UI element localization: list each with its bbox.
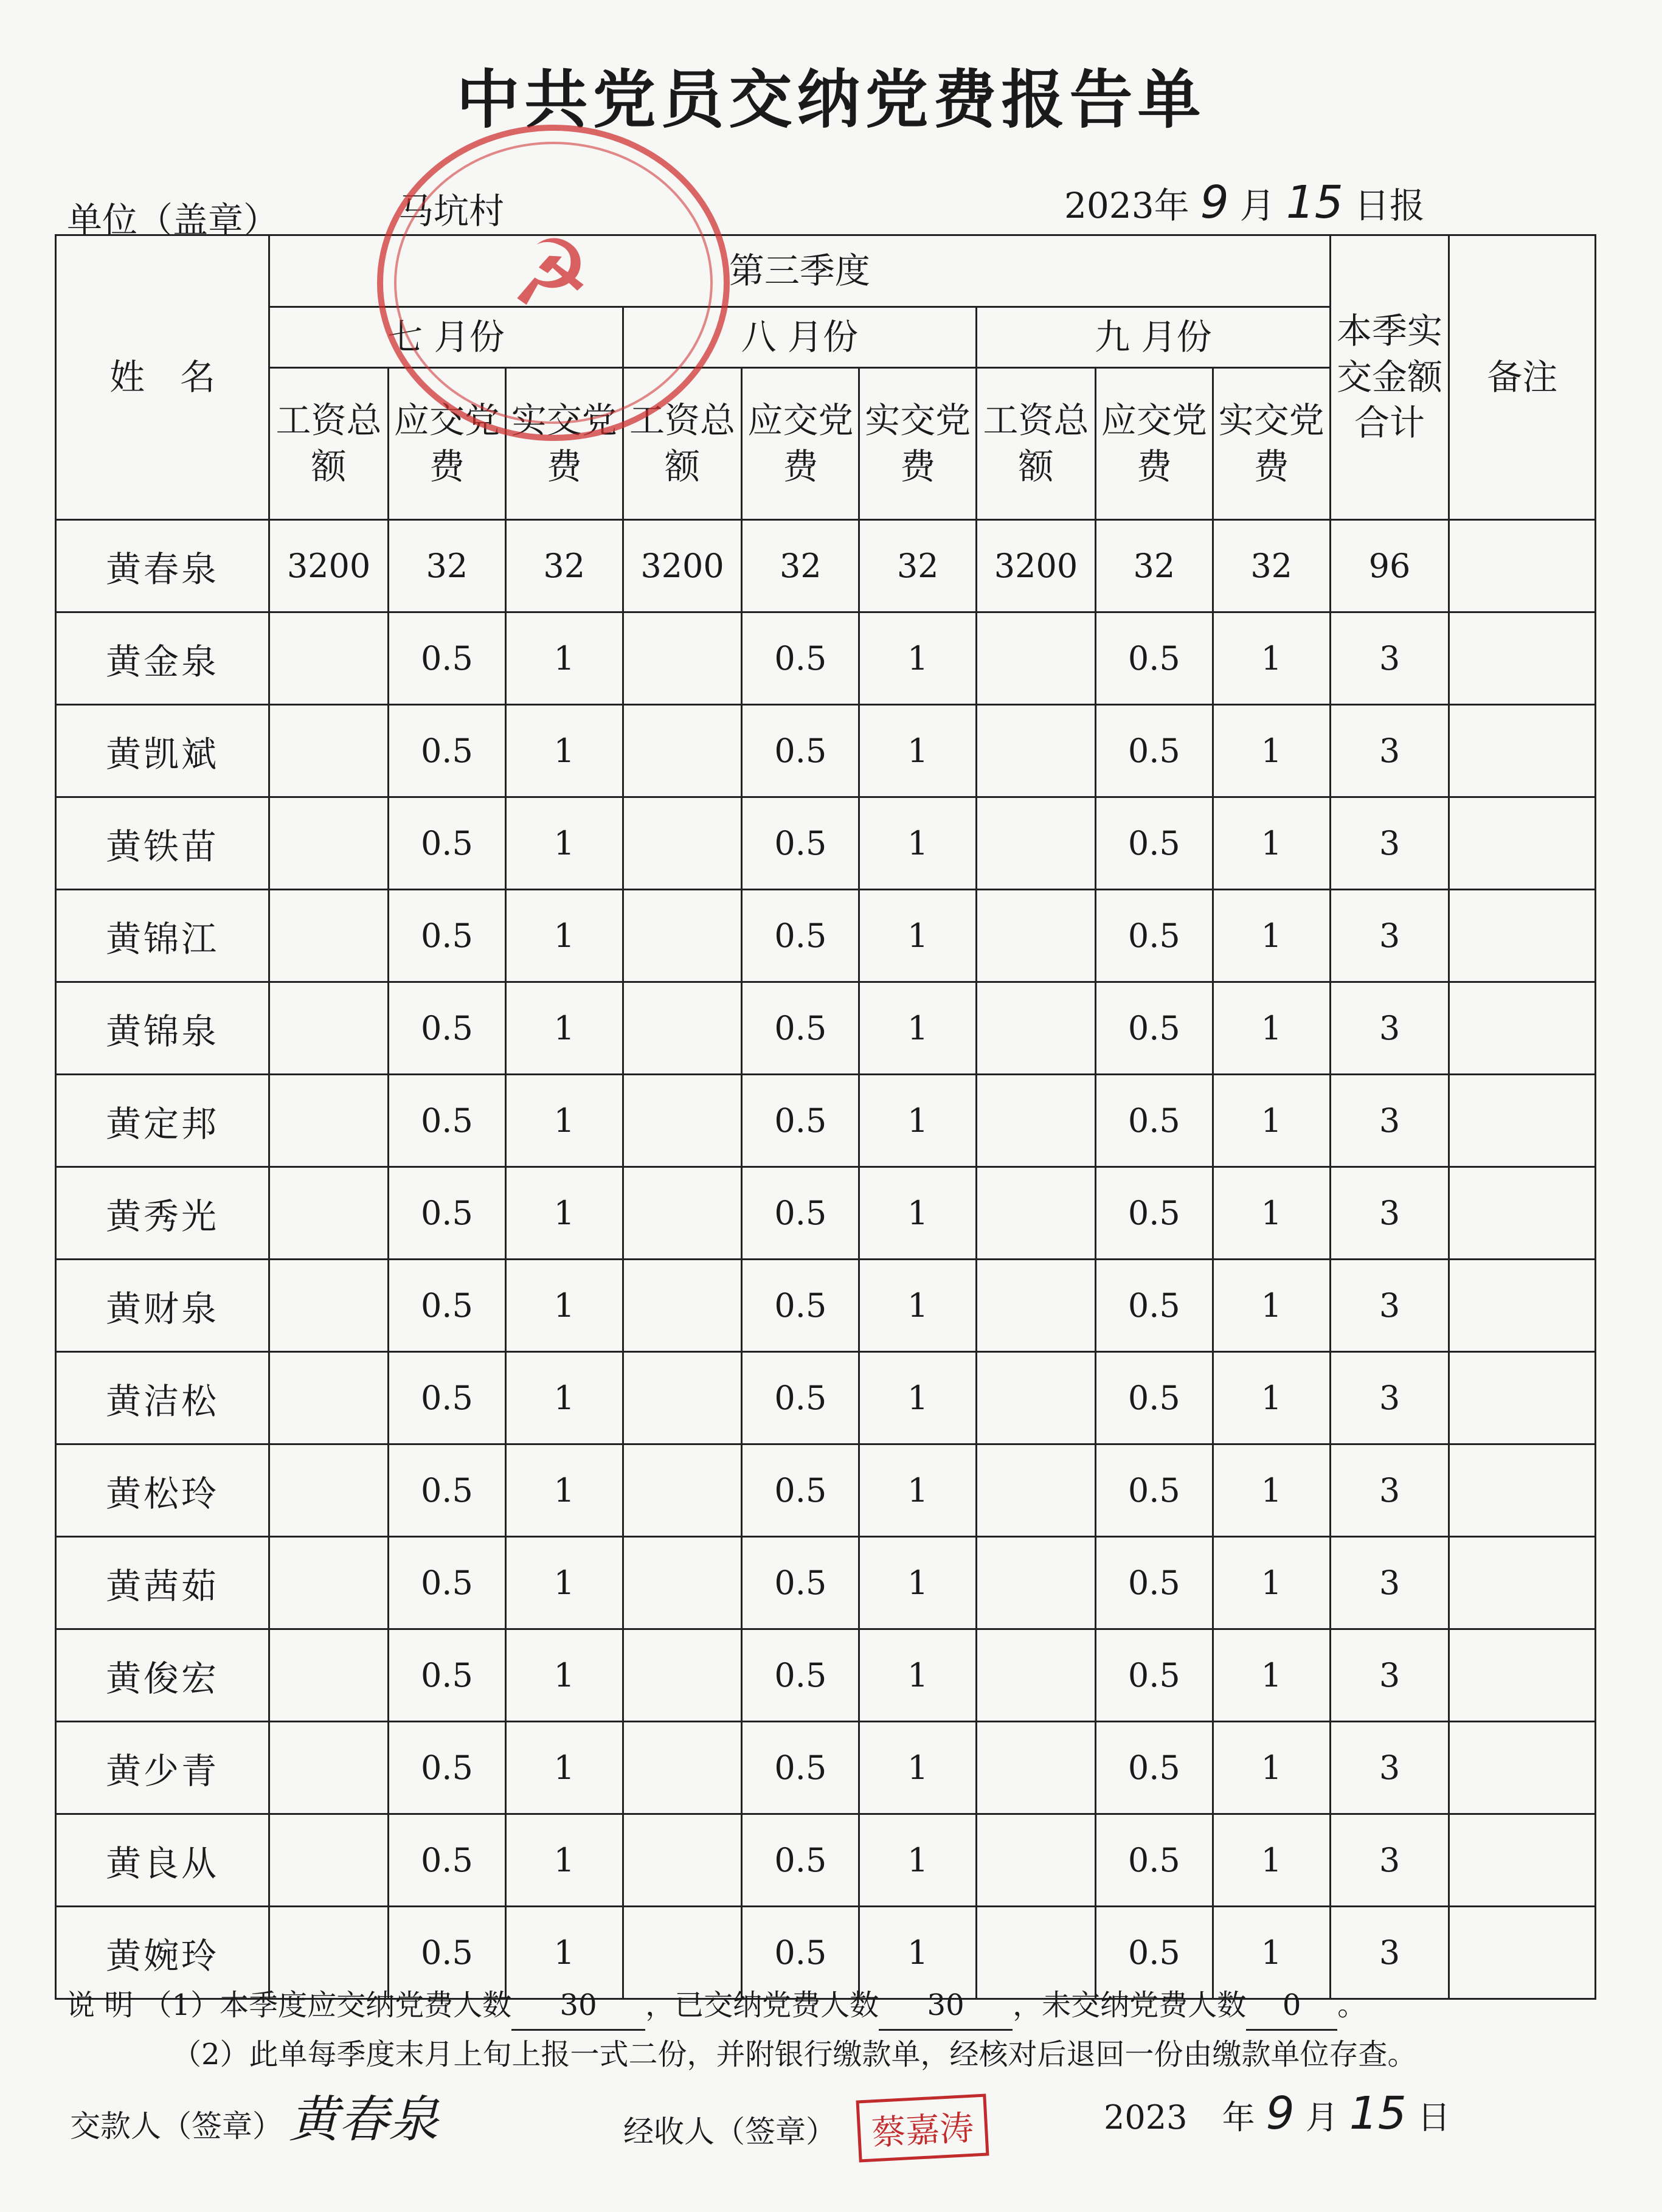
name-header: 姓 名 (56, 235, 269, 520)
quarter-total-cell: 3 (1330, 1260, 1449, 1352)
notes (66, 1981, 1417, 2078)
quarter-total-cell: 3 (1330, 1167, 1449, 1260)
salary-cell (269, 1352, 389, 1444)
sign-date-day: 15 (1349, 2087, 1407, 2140)
due-fee-cell: 0.5 (742, 1537, 859, 1629)
paid-fee-cell: 1 (859, 1907, 977, 1999)
paid-fee-cell: 1 (505, 1537, 623, 1629)
salary-cell (269, 1260, 389, 1352)
due-fee-cell: 0.5 (742, 1629, 859, 1722)
unpaid-count: 0 (1246, 1981, 1337, 2031)
paid-fee-header: 实交党费 (1213, 368, 1330, 520)
receiver-signature-block (623, 2097, 988, 2159)
salary-cell (269, 1537, 389, 1629)
notes-line1-mid2: ，未交纳党费人数 (1013, 1988, 1247, 2022)
paid-fee-cell: 1 (505, 1167, 623, 1260)
member-name-cell: 黄婉玲 (56, 1907, 269, 1999)
due-fee-cell: 0.5 (742, 1260, 859, 1352)
due-fee-cell: 0.5 (1095, 612, 1213, 705)
table-row (56, 1814, 1596, 1907)
receiver-label: 经收人（签章） (623, 2114, 836, 2149)
due-fee-cell: 0.5 (388, 1814, 505, 1907)
due-fee-cell: 0.5 (1095, 705, 1213, 797)
salary-cell (623, 1537, 742, 1629)
paid-fee-cell: 1 (859, 1722, 977, 1814)
salary-cell (977, 797, 1096, 890)
salary-header: 工资总额 (623, 368, 742, 520)
table-row (56, 1167, 1596, 1260)
paid-fee-cell: 1 (505, 1629, 623, 1722)
remark-cell (1449, 1814, 1596, 1907)
report-date-month: 9 (1200, 176, 1229, 229)
paid-fee-cell: 1 (859, 1260, 977, 1352)
quarter-total-cell: 3 (1330, 890, 1449, 982)
salary-cell (269, 1444, 389, 1537)
paid-count: 30 (879, 1981, 1013, 2031)
quarter-total-cell: 3 (1330, 1722, 1449, 1814)
paid-fee-cell: 1 (1213, 1075, 1330, 1167)
notes-line-1 (66, 1981, 1417, 2031)
salary-cell (623, 1444, 742, 1537)
salary-cell (269, 612, 389, 705)
receiver-stamp: 蔡嘉涛 (856, 2093, 989, 2162)
member-name-cell: 黄锦江 (56, 890, 269, 982)
due-fee-cell: 0.5 (388, 1260, 505, 1352)
quarter-total-cell: 3 (1330, 1075, 1449, 1167)
notes-line-2: （2）此单每季度末月上旬上报一式二份，并附银行缴款单，经核对后退回一份由缴款单位存查。 (172, 2037, 1417, 2072)
report-date-year: 2023年 (1064, 185, 1189, 226)
unit-label: 单位（盖章） (67, 199, 279, 241)
quarter-total-cell: 3 (1330, 1444, 1449, 1537)
salary-cell (977, 890, 1096, 982)
remark-cell (1449, 1167, 1596, 1260)
paid-fee-cell: 1 (1213, 1260, 1330, 1352)
report-date (1064, 176, 1425, 229)
remark-cell (1449, 612, 1596, 705)
paid-fee-cell: 1 (1213, 982, 1330, 1075)
sign-date-year: 2023 (1104, 2098, 1188, 2137)
paid-fee-cell: 1 (505, 890, 623, 982)
member-name-cell: 黄俊宏 (56, 1629, 269, 1722)
due-fee-cell: 0.5 (742, 982, 859, 1075)
salary-cell (623, 1814, 742, 1907)
due-fee-cell: 0.5 (742, 1722, 859, 1814)
due-fee-cell: 32 (388, 520, 505, 612)
payer-label: 交款人（签章） (70, 2109, 283, 2144)
member-name-cell: 黄定邦 (56, 1075, 269, 1167)
salary-cell (977, 1260, 1096, 1352)
due-count: 30 (511, 1981, 645, 2031)
table-row (56, 1722, 1596, 1814)
paid-fee-cell: 1 (505, 1352, 623, 1444)
remark-cell (1449, 890, 1596, 982)
paid-fee-cell: 1 (859, 1352, 977, 1444)
notes-line1-prefix: （1）本季度应交纳党费人数 (142, 1988, 512, 2022)
paid-fee-cell: 1 (859, 797, 977, 890)
remark-header: 备注 (1449, 235, 1596, 520)
quarter-header: 第三季度 (269, 235, 1330, 307)
salary-cell (977, 982, 1096, 1075)
paid-fee-cell: 1 (1213, 890, 1330, 982)
salary-cell (623, 890, 742, 982)
member-name-cell: 黄财泉 (56, 1260, 269, 1352)
salary-cell: 3200 (623, 520, 742, 612)
paid-fee-cell: 1 (1213, 1629, 1330, 1722)
salary-cell (977, 1722, 1096, 1814)
table-row (56, 612, 1596, 705)
paid-fee-cell: 1 (859, 1444, 977, 1537)
remark-cell (1449, 1444, 1596, 1537)
due-fee-cell: 0.5 (742, 890, 859, 982)
remark-cell (1449, 520, 1596, 612)
salary-cell (269, 1814, 389, 1907)
due-fee-cell: 0.5 (742, 1352, 859, 1444)
sign-date-day-label: 日 (1417, 2098, 1450, 2137)
due-fee-cell: 0.5 (1095, 1629, 1213, 1722)
remark-cell (1449, 1629, 1596, 1722)
salary-cell: 3200 (977, 520, 1096, 612)
quarter-total-cell: 3 (1330, 797, 1449, 890)
paid-fee-cell: 1 (505, 982, 623, 1075)
due-fee-cell: 0.5 (388, 705, 505, 797)
salary-cell (623, 1352, 742, 1444)
due-fee-cell: 0.5 (742, 1907, 859, 1999)
month-header-july: 七 月份 (269, 307, 623, 368)
table-row (56, 982, 1596, 1075)
salary-cell (977, 1537, 1096, 1629)
payer-signature: 黄春泉 (289, 2091, 438, 2149)
member-name-cell: 黄铁苗 (56, 797, 269, 890)
due-fee-cell: 0.5 (388, 1722, 505, 1814)
salary-cell: 3200 (269, 520, 389, 612)
due-fee-cell: 0.5 (742, 797, 859, 890)
salary-header: 工资总额 (977, 368, 1096, 520)
member-name-cell: 黄松玲 (56, 1444, 269, 1537)
sign-date-year-label: 年 (1222, 2098, 1255, 2137)
paid-fee-cell: 1 (1213, 705, 1330, 797)
due-fee-cell: 0.5 (742, 1814, 859, 1907)
paid-fee-cell: 1 (505, 1444, 623, 1537)
due-fee-cell: 0.5 (388, 890, 505, 982)
salary-cell (623, 1722, 742, 1814)
table-row (56, 520, 1596, 612)
paid-fee-cell: 1 (505, 797, 623, 890)
member-name-cell: 黄茜茹 (56, 1537, 269, 1629)
paid-fee-cell: 1 (1213, 1537, 1330, 1629)
table-row (56, 797, 1596, 890)
paid-fee-cell: 1 (1213, 1352, 1330, 1444)
remark-cell (1449, 797, 1596, 890)
paid-fee-cell: 1 (505, 1814, 623, 1907)
notes-line1-mid1: ，已交纳党费人数 (645, 1988, 879, 2022)
salary-cell (623, 612, 742, 705)
salary-cell (977, 1075, 1096, 1167)
due-fee-cell: 0.5 (1095, 797, 1213, 890)
table-row (56, 1537, 1596, 1629)
salary-cell (623, 1629, 742, 1722)
salary-cell (977, 1629, 1096, 1722)
notes-label: 说 明 (66, 1988, 134, 2022)
salary-cell (269, 890, 389, 982)
table-row (56, 1352, 1596, 1444)
paid-fee-cell: 1 (859, 1075, 977, 1167)
due-fee-cell: 32 (1095, 520, 1213, 612)
paid-fee-cell: 1 (505, 1260, 623, 1352)
paid-fee-cell: 1 (1213, 797, 1330, 890)
salary-cell (623, 797, 742, 890)
salary-cell (977, 1352, 1096, 1444)
due-fee-cell: 0.5 (388, 612, 505, 705)
paid-fee-cell: 1 (505, 1907, 623, 1999)
fee-table-body (56, 520, 1596, 1999)
member-name-cell: 黄金泉 (56, 612, 269, 705)
report-date-day: 15 (1286, 176, 1343, 229)
member-name-cell: 黄洁松 (56, 1352, 269, 1444)
salary-cell (269, 1629, 389, 1722)
paid-fee-header: 实交党费 (859, 368, 977, 520)
salary-cell (269, 1167, 389, 1260)
paid-fee-cell: 1 (1213, 612, 1330, 705)
salary-cell (977, 705, 1096, 797)
remark-cell (1449, 705, 1596, 797)
quarter-total-cell: 3 (1330, 612, 1449, 705)
paid-fee-cell: 1 (859, 1167, 977, 1260)
paid-fee-cell: 1 (1213, 1907, 1330, 1999)
due-fee-cell: 0.5 (1095, 890, 1213, 982)
paid-fee-cell: 1 (505, 1722, 623, 1814)
due-fee-cell: 0.5 (388, 1075, 505, 1167)
notes-line1-suffix: 。 (1337, 1988, 1367, 2022)
quarter-total-cell: 3 (1330, 1907, 1449, 1999)
paid-fee-cell: 1 (859, 890, 977, 982)
paid-fee-header: 实交党费 (505, 368, 623, 520)
quarter-total-cell: 3 (1330, 1629, 1449, 1722)
quarter-total-cell: 3 (1330, 1352, 1449, 1444)
quarter-total-cell: 3 (1330, 982, 1449, 1075)
month-header-august: 八 月份 (623, 307, 976, 368)
paid-fee-cell: 1 (1213, 1814, 1330, 1907)
salary-cell (977, 1444, 1096, 1537)
table-row (56, 1075, 1596, 1167)
paid-fee-cell: 1 (505, 705, 623, 797)
due-fee-cell: 0.5 (388, 1167, 505, 1260)
due-fee-header: 应交党费 (742, 368, 859, 520)
due-fee-cell: 0.5 (388, 1907, 505, 1999)
quarter-total-cell: 3 (1330, 1537, 1449, 1629)
due-fee-cell: 0.5 (1095, 1444, 1213, 1537)
report-date-day-label: 日报 (1354, 185, 1425, 226)
table-row (56, 1629, 1596, 1722)
paid-fee-cell: 1 (1213, 1444, 1330, 1537)
table-row (56, 890, 1596, 982)
table-row (56, 705, 1596, 797)
paid-fee-cell: 1 (859, 705, 977, 797)
due-fee-cell: 0.5 (1095, 1352, 1213, 1444)
quarter-total-cell: 3 (1330, 705, 1449, 797)
remark-cell (1449, 1722, 1596, 1814)
remark-cell (1449, 1260, 1596, 1352)
paid-fee-cell: 1 (859, 1814, 977, 1907)
salary-cell (269, 982, 389, 1075)
remark-cell (1449, 1352, 1596, 1444)
salary-cell (623, 1167, 742, 1260)
salary-cell (623, 1260, 742, 1352)
paid-fee-cell: 1 (859, 1537, 977, 1629)
member-name-cell: 黄少青 (56, 1722, 269, 1814)
report-title: 中共党员交纳党费报告单 (456, 63, 1206, 137)
sign-date (1104, 2087, 1450, 2140)
due-fee-cell: 32 (742, 520, 859, 612)
due-fee-cell: 0.5 (388, 1537, 505, 1629)
sign-date-month: 9 (1266, 2087, 1295, 2140)
due-fee-cell: 0.5 (388, 1444, 505, 1537)
total-header: 本季实交金额合计 (1330, 235, 1449, 520)
due-fee-cell: 0.5 (742, 612, 859, 705)
paid-fee-cell: 1 (1213, 1722, 1330, 1814)
due-fee-cell: 0.5 (1095, 1814, 1213, 1907)
quarter-total-cell: 96 (1330, 520, 1449, 612)
due-fee-cell: 0.5 (1095, 1907, 1213, 1999)
salary-cell (977, 1814, 1096, 1907)
paid-fee-cell: 1 (505, 1075, 623, 1167)
due-fee-cell: 0.5 (742, 1444, 859, 1537)
salary-cell (623, 705, 742, 797)
remark-cell (1449, 1907, 1596, 1999)
salary-cell (269, 1722, 389, 1814)
hammer-sickle-icon: ☭ (509, 221, 592, 327)
paid-fee-cell: 1 (859, 612, 977, 705)
table-row (56, 1444, 1596, 1537)
party-fee-table (55, 234, 1596, 2000)
due-fee-cell: 0.5 (388, 982, 505, 1075)
paid-fee-cell: 1 (505, 612, 623, 705)
remark-cell (1449, 982, 1596, 1075)
due-fee-cell: 0.5 (1095, 1260, 1213, 1352)
salary-cell (269, 797, 389, 890)
table-row (56, 1260, 1596, 1352)
sign-date-month-label: 月 (1305, 2098, 1338, 2137)
due-fee-cell: 0.5 (1095, 1537, 1213, 1629)
payer-signature-block (70, 2080, 438, 2151)
due-fee-cell: 0.5 (388, 1352, 505, 1444)
paid-fee-cell: 1 (859, 982, 977, 1075)
salary-cell (623, 1075, 742, 1167)
paid-fee-cell: 1 (859, 1629, 977, 1722)
member-name-cell: 黄良从 (56, 1814, 269, 1907)
salary-cell (623, 982, 742, 1075)
member-name-cell: 黄春泉 (56, 520, 269, 612)
remark-cell (1449, 1075, 1596, 1167)
paid-fee-cell: 32 (505, 520, 623, 612)
due-fee-cell: 0.5 (388, 1629, 505, 1722)
due-fee-header: 应交党费 (1095, 368, 1213, 520)
due-fee-cell: 0.5 (1095, 1167, 1213, 1260)
report-date-month-label: 月 (1239, 185, 1275, 226)
salary-cell (977, 612, 1096, 705)
month-header-september: 九 月份 (977, 307, 1331, 368)
paid-fee-cell: 32 (1213, 520, 1330, 612)
salary-header: 工资总额 (269, 368, 389, 520)
due-fee-header: 应交党费 (388, 368, 505, 520)
due-fee-cell: 0.5 (742, 705, 859, 797)
salary-cell (269, 1075, 389, 1167)
quarter-total-cell: 3 (1330, 1814, 1449, 1907)
member-name-cell: 黄秀光 (56, 1167, 269, 1260)
paid-fee-cell: 1 (1213, 1167, 1330, 1260)
unit-value: 马坑村 (398, 190, 505, 232)
due-fee-cell: 0.5 (388, 797, 505, 890)
paid-fee-cell: 32 (859, 520, 977, 612)
salary-cell (269, 705, 389, 797)
due-fee-cell: 0.5 (742, 1075, 859, 1167)
due-fee-cell: 0.5 (1095, 1722, 1213, 1814)
member-name-cell: 黄锦泉 (56, 982, 269, 1075)
remark-cell (1449, 1537, 1596, 1629)
due-fee-cell: 0.5 (1095, 1075, 1213, 1167)
salary-cell (977, 1167, 1096, 1260)
due-fee-cell: 0.5 (1095, 982, 1213, 1075)
due-fee-cell: 0.5 (742, 1167, 859, 1260)
member-name-cell: 黄凯斌 (56, 705, 269, 797)
